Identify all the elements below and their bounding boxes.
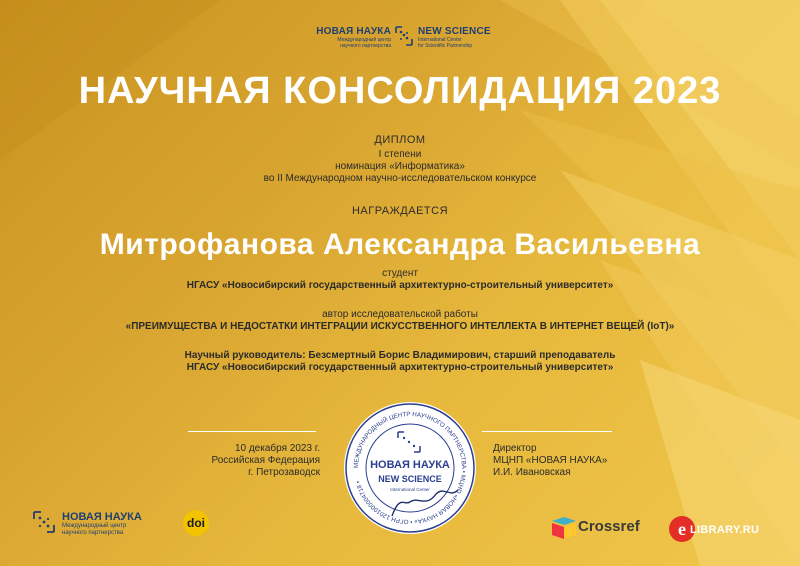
work-author-label: автор исследовательской работы xyxy=(322,309,478,320)
work-title: «ПРЕИМУЩЕСТВА И НЕДОСТАТКИ ИНТЕГРАЦИИ ИСКУССТВЕННОГО ИНТЕЛЛЕКТА В ИНТЕРНЕТ ВЕЩЕЙ (IoT)» xyxy=(125,321,675,332)
page-title: НАУЧНАЯ КОНСОЛИДАЦИЯ 2023 xyxy=(78,70,722,112)
recipient-university: НГАСУ «Новосибирский государственный архитектурно-строительный университет» xyxy=(186,280,614,291)
left-signature-line xyxy=(188,431,316,432)
issue-city: г. Петрозаводск xyxy=(248,467,320,478)
seal-ring-text: МЕЖДУНАРОДНЫЙ ЦЕНТР НАУЧНОГО ПАРТНЕРСТВА • МЦНП «НОВАЯ НАУКА» • ОГРН 1201000004718 • xyxy=(352,410,468,526)
supervisor-university: НГАСУ «Новосибирский государственный архитектурно-строительный университет» xyxy=(186,362,614,373)
footer-brand-sub1: Международный центр xyxy=(62,523,127,529)
elibrary-text: LIBRARY.RU xyxy=(690,524,760,536)
diploma-nomination: номинация «Информатика» xyxy=(335,161,465,172)
seal-center-small: International Center xyxy=(390,487,430,492)
issue-date: 10 декабря 2023 г. xyxy=(234,443,320,454)
seal-center-en: NEW SCIENCE xyxy=(378,474,442,484)
elibrary-e-letter: e xyxy=(678,519,686,539)
footer-brand-text xyxy=(62,511,142,537)
issue-country: Российская Федерация xyxy=(211,455,320,466)
footer-brand-sub2: научного партнерства xyxy=(62,530,124,536)
official-seal xyxy=(340,398,480,538)
supervisor-line: Научный руководитель: Безсмертный Борис Владимирович, старший преподаватель xyxy=(184,350,616,361)
doi-text: doi xyxy=(187,516,205,530)
header-brand-ru-sub1: Международный центр xyxy=(337,37,391,43)
recipient-status: студент xyxy=(382,268,418,279)
header-logo-ru xyxy=(303,26,391,49)
brand-mark-icon xyxy=(394,25,414,47)
crossref-text: Crossref xyxy=(578,518,640,535)
diploma-label: ДИПЛОМ xyxy=(374,134,426,146)
header-logo xyxy=(303,24,503,56)
header-brand-en: NEW SCIENCE xyxy=(418,26,491,37)
director-name: И.И. Ивановская xyxy=(493,467,571,478)
seal-center-ru: НОВАЯ НАУКА xyxy=(370,459,450,471)
diploma-contest: во II Международном научно-исследовательском конкурсе xyxy=(263,173,537,184)
diploma-degree: I степени xyxy=(378,149,422,160)
header-brand-en-sub1: International Center xyxy=(418,37,462,43)
doi-logo xyxy=(178,508,214,538)
issue-info xyxy=(140,443,320,479)
footer-brand-mark-icon xyxy=(32,510,56,534)
director-info xyxy=(493,443,693,479)
header-logo-en xyxy=(418,26,508,49)
right-signature-line xyxy=(482,431,612,432)
recipient-name: Митрофанова Александра Васильевна xyxy=(99,228,701,261)
header-brand-ru-sub2: научного партнерства xyxy=(340,43,391,49)
footer-brand-logo xyxy=(32,510,172,536)
header-brand-en-sub2: for Scientific Partnership xyxy=(418,43,473,49)
crossref-icon xyxy=(552,517,578,539)
footer-brand-name: НОВАЯ НАУКА xyxy=(62,511,142,523)
director-org: МЦНП «НОВАЯ НАУКА» xyxy=(493,455,608,466)
awarded-label: НАГРАЖДАЕТСЯ xyxy=(351,205,449,217)
director-title: Директор xyxy=(493,443,537,454)
header-brand-ru: НОВАЯ НАУКА xyxy=(316,26,391,37)
